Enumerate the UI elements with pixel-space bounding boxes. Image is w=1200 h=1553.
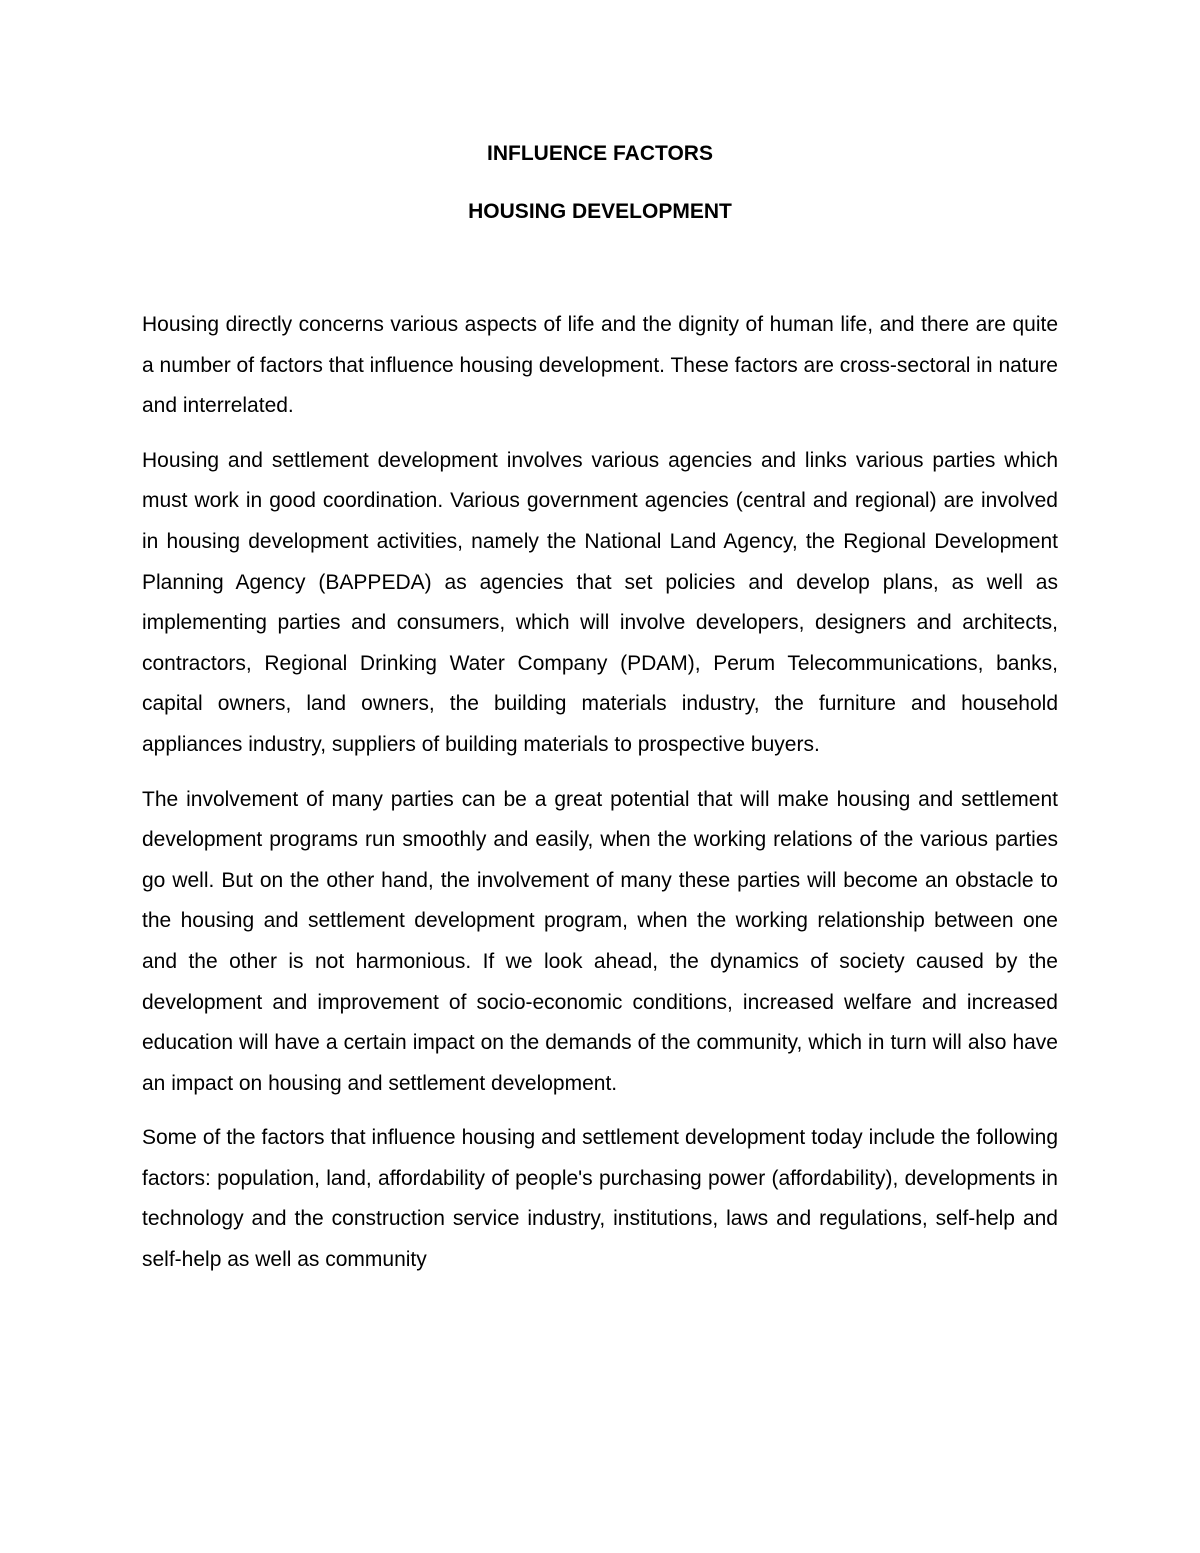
document-title: INFLUENCE FACTORS (487, 142, 713, 165)
paragraph-1: Housing directly concerns various aspects of life and the dignity of human life, and there are quite a number of factors that influence housing development. These factors are cross-sectoral in nature and interrelated. (142, 313, 1058, 418)
paragraph-4: Some of the factors that influence housing and settlement development today include the following factors: population, land, affordability of people's purchasing power (affordability), developments in technology and the construction service industry, institutions, laws and regulations, self-help and self-help as well as community (142, 1126, 1058, 1272)
paragraph-3: The involvement of many parties can be a great potential that will make housing and settlement development programs run smoothly and easily, when the working relations of the various parties go well. But on the other hand, the involvement of many these parties will become an obstacle to the housing and settlement development program, when the working relationship between one and the other is not harmonious. If we look ahead, the dynamics of society caused by the development and improvement of socio-economic conditions, increased welfare and increased education will have a certain impact on the demands of the community, which in turn will also have an impact on housing and settlement development. (142, 787, 1058, 1095)
document-subtitle: HOUSING DEVELOPMENT (468, 200, 732, 223)
paragraph-2: Housing and settlement development involves various agencies and links various parties which must work in good coordination. Various government agencies (central and regional) are involved in housing development activities, namely the National Land Agency, the Regional Development Planning Agency (BAPPEDA) as agencies that set policies and develop plans, as well as implementing parties and consumers, which will involve developers, designers and architects, contractors, Regional Drinking Water Company (PDAM), Perum Telecommunications, banks, capital owners, land owners, the building materials industry, the furniture and household appliances industry, suppliers of building materials to prospective buyers. (142, 448, 1058, 756)
document-body (142, 305, 1058, 1295)
